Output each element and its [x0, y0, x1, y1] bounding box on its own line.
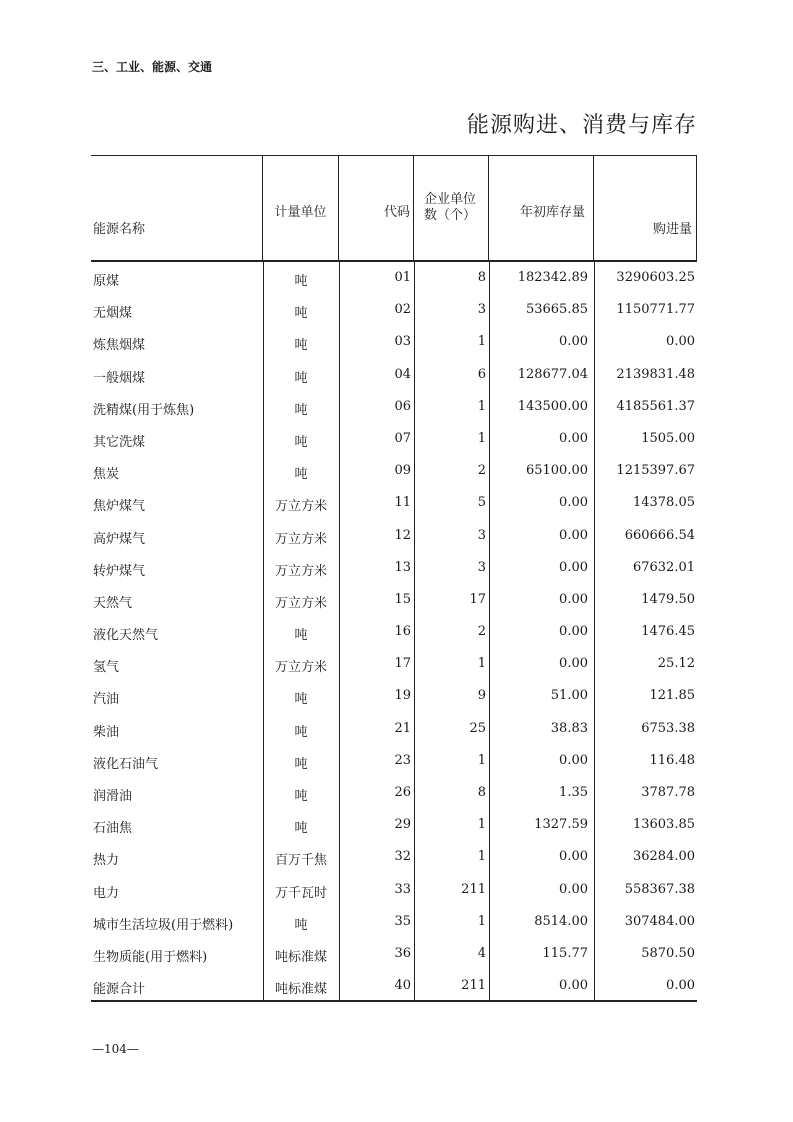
cell-code: 21 [394, 720, 411, 736]
cell-name: 热力 [93, 853, 120, 869]
header-unit-label: 计量单位 [274, 205, 327, 220]
cell-purchase: 1479.50 [641, 591, 695, 607]
cell-code: 35 [394, 913, 411, 929]
cell-name: 高炉煤气 [93, 531, 146, 547]
cell-name: 无烟煤 [93, 306, 133, 322]
cell-unit: 吨标准煤 [274, 982, 327, 998]
cell-opening-stock: 0.00 [559, 430, 588, 446]
cell-count: 1 [477, 334, 486, 350]
cell-unit: 吨 [294, 402, 308, 418]
cell-unit: 万立方米 [274, 531, 327, 547]
cell-unit: 吨标准煤 [274, 949, 327, 965]
cell-code: 19 [394, 688, 411, 704]
cell-unit: 吨 [294, 434, 308, 450]
cell-purchase: 13603.85 [632, 817, 695, 833]
cell-unit: 万千瓦时 [274, 885, 327, 901]
cell-code: 23 [394, 752, 411, 768]
cell-name: 其它洗煤 [93, 434, 146, 450]
cell-name: 炼焦烟煤 [93, 338, 146, 354]
cell-unit: 万立方米 [274, 499, 327, 515]
cell-purchase: 2139831.48 [616, 366, 695, 382]
page-title: 能源购进、消费与库存 [466, 113, 697, 138]
cell-code: 16 [394, 624, 411, 640]
cell-unit: 吨 [294, 821, 308, 837]
cell-name: 汽油 [93, 692, 120, 708]
cell-code: 02 [394, 302, 411, 318]
cell-unit: 百万千焦 [274, 853, 327, 869]
cell-name: 电力 [93, 885, 120, 901]
cell-code: 33 [394, 881, 411, 897]
cell-count: 1 [477, 913, 486, 929]
cell-opening-stock: 65100.00 [525, 463, 588, 479]
cell-opening-stock: 0.00 [559, 624, 588, 640]
cell-opening-stock: 0.00 [559, 752, 588, 768]
cell-name: 润滑油 [93, 789, 133, 804]
table-row [91, 487, 697, 519]
header-count-line1: 企业单位 [424, 192, 477, 207]
header-purchase-label: 购进量 [652, 222, 692, 237]
header-opening-stock-label: 年初库存量 [519, 205, 585, 220]
cell-code: 13 [394, 559, 411, 575]
section-title: 三、工业、能源、交通 [92, 60, 213, 74]
cell-purchase: 307484.00 [624, 913, 695, 929]
header-name [91, 156, 263, 260]
cell-purchase: 3787.78 [641, 785, 695, 800]
cell-code: 12 [394, 527, 411, 543]
cell-purchase: 1476.45 [641, 624, 695, 640]
cell-opening-stock: 143500.00 [517, 398, 588, 414]
header-purchase [594, 156, 697, 260]
cell-count: 9 [477, 688, 486, 704]
table-row [91, 648, 697, 680]
cell-count: 5 [477, 495, 486, 511]
cell-code: 17 [394, 656, 411, 672]
table-row [91, 680, 697, 712]
cell-code: 32 [394, 849, 411, 865]
cell-opening-stock: 51.00 [550, 688, 588, 704]
cell-unit: 吨 [294, 274, 308, 289]
cell-count: 6 [477, 366, 486, 382]
cell-purchase: 1215397.67 [616, 463, 695, 479]
cell-opening-stock: 0.00 [559, 559, 588, 575]
cell-code: 09 [394, 463, 411, 479]
cell-unit: 万立方米 [274, 563, 327, 579]
table-row [91, 938, 697, 970]
cell-opening-stock: 0.00 [559, 849, 588, 865]
cell-count: 1 [477, 849, 486, 865]
cell-opening-stock: 128677.04 [517, 366, 588, 382]
cell-opening-stock: 0.00 [559, 495, 588, 511]
table-row [91, 616, 697, 648]
cell-count: 8 [477, 270, 486, 285]
cell-name: 能源合计 [93, 982, 146, 998]
cell-unit: 万立方米 [274, 660, 327, 676]
table-row [91, 970, 697, 1002]
header-count-line2: 数（个） [424, 208, 477, 223]
cell-unit: 吨 [294, 756, 308, 772]
cell-purchase: 5870.50 [641, 945, 695, 961]
table-row [91, 455, 697, 487]
cell-count: 3 [477, 527, 486, 543]
cell-purchase: 14378.05 [632, 495, 695, 511]
table-row [91, 841, 697, 873]
cell-count: 1 [477, 752, 486, 768]
cell-opening-stock: 53665.85 [525, 302, 588, 318]
cell-code: 36 [394, 945, 411, 961]
cell-opening-stock: 0.00 [559, 656, 588, 672]
cell-count: 2 [477, 463, 486, 479]
table-header [91, 155, 697, 262]
cell-unit: 吨 [294, 370, 308, 386]
cell-purchase: 6753.38 [641, 720, 695, 736]
cell-opening-stock: 0.00 [559, 527, 588, 543]
table-row [91, 713, 697, 745]
cell-count: 1 [477, 656, 486, 672]
cell-code: 03 [394, 334, 411, 350]
cell-unit: 吨 [294, 628, 308, 644]
header-code [339, 156, 414, 260]
table-row [91, 423, 697, 455]
table-row [91, 584, 697, 616]
cell-unit: 吨 [294, 724, 308, 740]
cell-code: 07 [394, 430, 411, 446]
table-row [91, 745, 697, 777]
cell-name: 柴油 [93, 724, 120, 740]
cell-unit: 万立方米 [274, 595, 327, 611]
energy-table [91, 155, 697, 1002]
cell-purchase: 1150771.77 [616, 302, 695, 318]
cell-opening-stock: 115.77 [542, 945, 588, 961]
cell-count: 3 [477, 559, 486, 575]
cell-code: 15 [394, 591, 411, 607]
cell-count: 211 [461, 881, 486, 897]
header-count [414, 156, 489, 260]
cell-code: 01 [394, 270, 411, 285]
cell-count: 17 [469, 591, 486, 607]
cell-purchase: 3290603.25 [616, 270, 695, 285]
cell-count: 25 [469, 720, 486, 736]
cell-purchase: 67632.01 [632, 559, 695, 575]
cell-name: 生物质能(用于燃料) [93, 949, 208, 965]
cell-name: 液化天然气 [93, 628, 159, 644]
cell-opening-stock: 38.83 [550, 720, 588, 736]
cell-unit: 吨 [294, 917, 308, 933]
cell-count: 2 [477, 624, 486, 640]
table-row [91, 262, 697, 294]
cell-count: 8 [477, 785, 486, 800]
cell-opening-stock: 182342.89 [517, 270, 588, 285]
cell-opening-stock: 1.35 [559, 785, 588, 800]
cell-purchase: 0.00 [666, 334, 695, 350]
cell-purchase: 0.00 [666, 978, 695, 994]
cell-purchase: 4185561.37 [616, 398, 695, 414]
cell-name: 原煤 [93, 274, 120, 289]
cell-name: 氢气 [93, 660, 120, 676]
cell-code: 04 [394, 366, 411, 382]
cell-name: 液化石油气 [93, 756, 159, 772]
table-row [91, 359, 697, 391]
table-row [91, 777, 697, 809]
cell-name: 一般烟煤 [93, 370, 146, 386]
cell-unit: 吨 [294, 338, 308, 354]
cell-name: 城市生活垃圾(用于燃料) [93, 917, 234, 933]
cell-purchase: 116.48 [649, 752, 695, 768]
cell-purchase: 36284.00 [632, 849, 695, 865]
header-count-label [424, 192, 476, 224]
cell-purchase: 25.12 [657, 656, 695, 672]
cell-unit: 吨 [294, 789, 308, 804]
cell-code: 29 [394, 817, 411, 833]
cell-name: 转炉煤气 [93, 563, 146, 579]
cell-opening-stock: 1327.59 [534, 817, 588, 833]
header-opening-stock [489, 156, 594, 260]
table-row [91, 326, 697, 358]
cell-name: 石油焦 [93, 821, 133, 837]
page-number: —104— [92, 1042, 139, 1056]
cell-unit: 吨 [294, 692, 308, 708]
cell-count: 211 [461, 978, 486, 994]
cell-opening-stock: 0.00 [559, 978, 588, 994]
cell-opening-stock: 8514.00 [534, 913, 588, 929]
cell-name: 焦炭 [93, 467, 120, 483]
table-row [91, 391, 697, 423]
header-unit [263, 156, 339, 260]
header-name-label: 能源名称 [93, 222, 146, 237]
cell-purchase: 121.85 [649, 688, 695, 704]
table-row [91, 294, 697, 326]
cell-purchase: 1505.00 [641, 430, 695, 446]
cell-code: 40 [394, 978, 411, 994]
cell-count: 4 [477, 945, 486, 961]
cell-count: 3 [477, 302, 486, 318]
cell-name: 焦炉煤气 [93, 499, 146, 515]
table-row [91, 520, 697, 552]
cell-code: 06 [394, 398, 411, 414]
table-row [91, 906, 697, 938]
table-row [91, 809, 697, 841]
cell-name: 洗精煤(用于炼焦) [93, 402, 195, 418]
cell-name: 天然气 [93, 595, 133, 611]
cell-count: 1 [477, 430, 486, 446]
cell-count: 1 [477, 398, 486, 414]
cell-unit: 吨 [294, 306, 308, 322]
table-row [91, 874, 697, 906]
table-row [91, 552, 697, 584]
cell-unit: 吨 [294, 467, 308, 483]
header-code-label: 代码 [383, 205, 410, 220]
cell-purchase: 558367.38 [624, 881, 695, 897]
cell-opening-stock: 0.00 [559, 881, 588, 897]
cell-code: 11 [394, 495, 411, 511]
cell-opening-stock: 0.00 [559, 591, 588, 607]
cell-code: 26 [394, 785, 411, 800]
cell-opening-stock: 0.00 [559, 334, 588, 350]
cell-count: 1 [477, 817, 486, 833]
cell-purchase: 660666.54 [624, 527, 695, 543]
table-body [91, 262, 697, 1002]
